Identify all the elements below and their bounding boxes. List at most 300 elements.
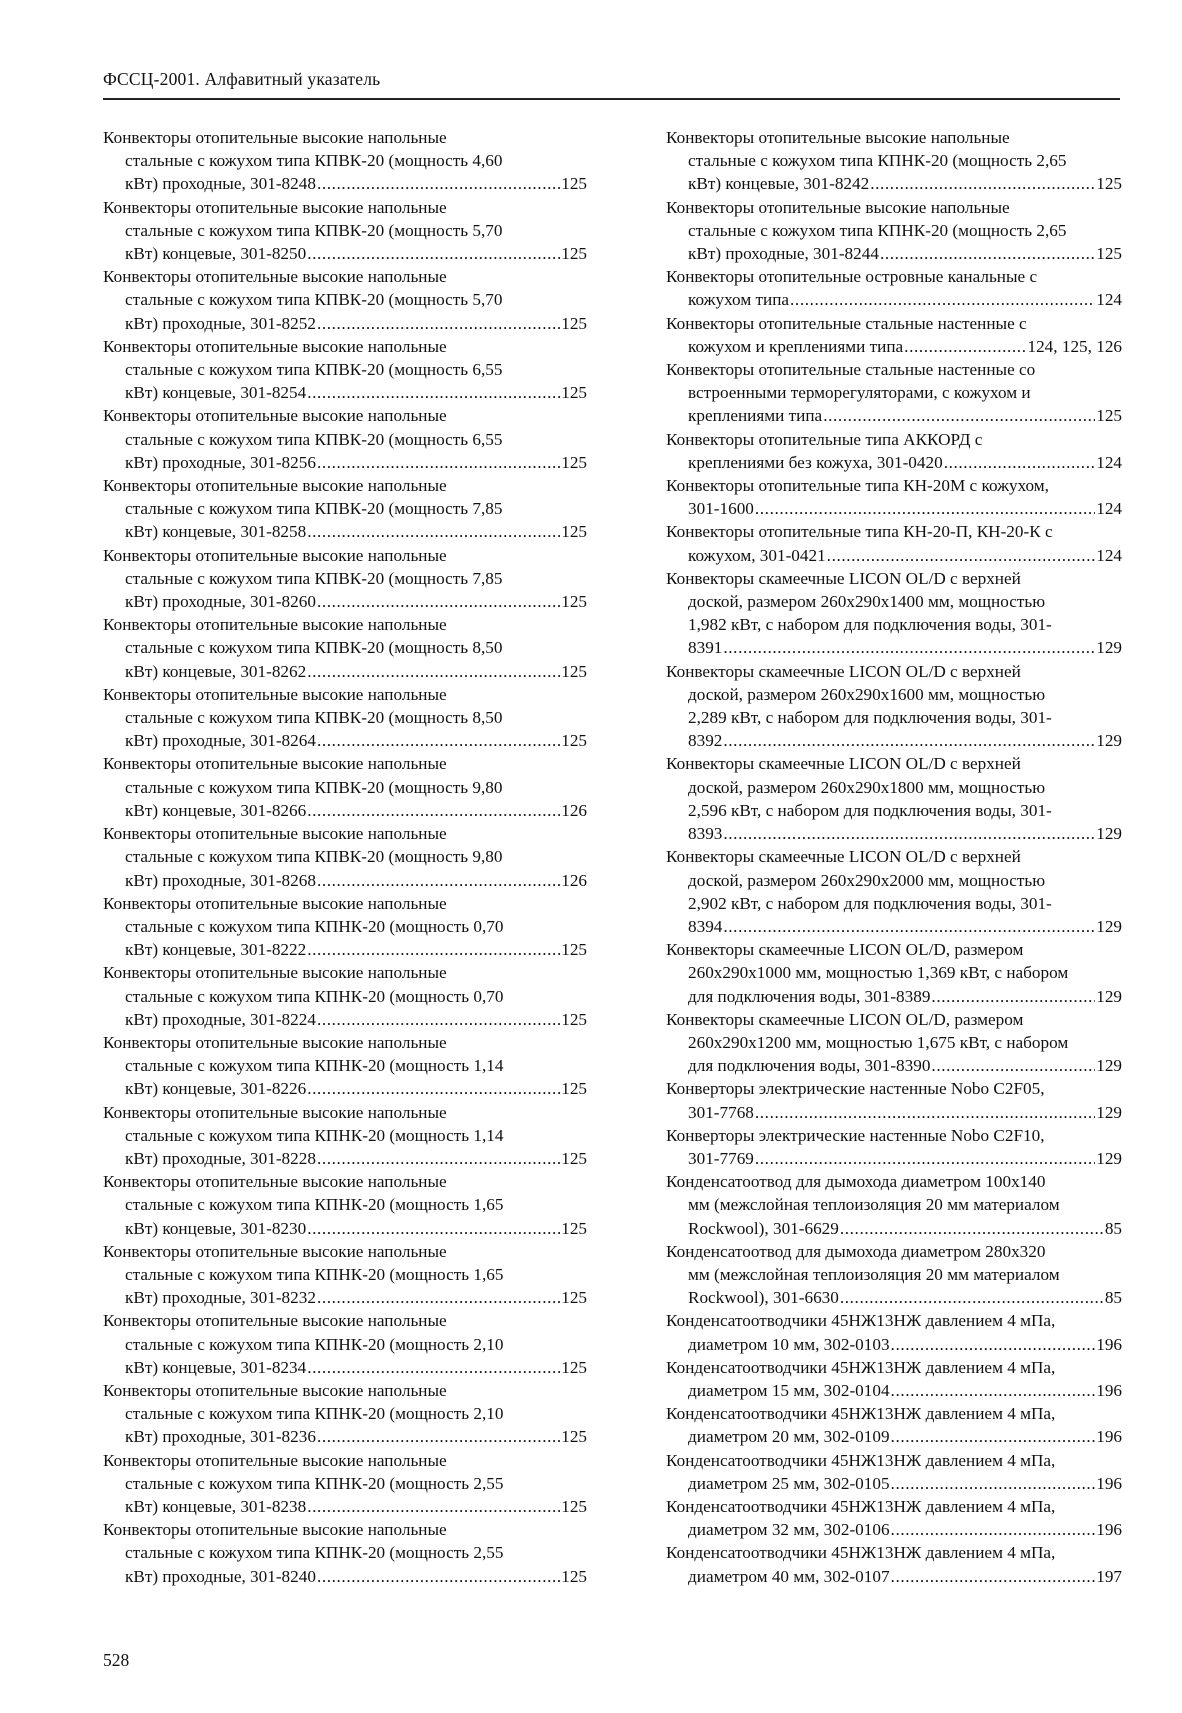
index-entry-last-line: [103, 312, 587, 335]
dot-leader: [931, 1054, 1095, 1077]
index-entry-line: Конвекторы отопительные высокие напольные: [666, 197, 1010, 217]
index-entry-line: стальные с кожухом типа КПНК-20 (мощность 2,65: [688, 151, 1067, 171]
index-entry: [666, 1449, 1122, 1495]
index-entry-line: кВт) проходные, 301-8244: [688, 244, 879, 264]
index-entry-line: стальные с кожухом типа КПНК-20 (мощность 1,65: [125, 1264, 504, 1284]
index-entry-last-line: [103, 1077, 587, 1100]
index-entry-pages: 124: [1096, 545, 1122, 565]
index-entry: [666, 312, 1122, 358]
index-entry-last-line: [666, 497, 1122, 520]
dot-leader: [307, 660, 560, 683]
index-entry-pages: 129: [1096, 1148, 1122, 1168]
dot-leader: [755, 497, 1095, 520]
index-entry-line: кВт) концевые, 301-8266: [125, 800, 307, 820]
index-entry: [666, 1495, 1122, 1541]
index-entry-line: Конвекторы отопительные стальные настенные с: [666, 313, 1027, 333]
index-entry-line: доской, размером 260x290x1400 мм, мощностью: [688, 592, 1046, 612]
dot-leader: [891, 1425, 1096, 1448]
dot-leader: [317, 729, 560, 752]
index-entry-line: 2,596 кВт, с набором для подключения воды, 301-: [688, 800, 1052, 820]
index-entry-pages: 129: [1096, 1056, 1122, 1076]
index-entry-pages: 196: [1096, 1520, 1122, 1540]
index-entry: [103, 1031, 587, 1101]
index-entry: [103, 613, 587, 683]
index-entry-line: мм (межслойная теплоизоляция 20 мм материалом: [688, 1195, 1060, 1215]
dot-leader: [755, 1101, 1095, 1124]
index-entry-line: Конденсатоотводчики 45НЖ13НЖ давлением 4 мПа,: [666, 1543, 1056, 1563]
index-entry-pages: 125: [561, 1357, 587, 1377]
index-entry-line: 260x290x1000 мм, мощностью 1,369 кВт, с набором: [688, 963, 1069, 983]
dot-leader: [317, 1565, 560, 1588]
dot-leader: [823, 404, 1095, 427]
index-entry-line: Конвекторы скамеечные LICON OL/D, размером: [666, 940, 1024, 960]
index-entry: [103, 474, 587, 544]
dot-leader: [790, 288, 1095, 311]
index-entry: [666, 474, 1122, 520]
index-entry-line: Конвекторы отопительные высокие напольные: [103, 963, 447, 983]
running-header: [103, 68, 1120, 100]
index-entry: [666, 1309, 1122, 1355]
index-entry-line: кВт) концевые, 301-8230: [125, 1218, 307, 1238]
index-entry: [103, 1449, 587, 1519]
index-entry-line: Конвекторы отопительные высокие напольные: [103, 406, 447, 426]
index-entry: [103, 544, 587, 614]
index-entry-line: кВт) концевые, 301-8242: [688, 174, 870, 194]
index-entry-last-line: [666, 1565, 1122, 1588]
index-entry-line: 8394: [688, 916, 723, 936]
index-entry-pages: 85: [1104, 1288, 1122, 1308]
index-entry-line: кожухом, 301-0421: [688, 545, 826, 565]
index-entry-line: Конденсатоотводчики 45НЖ13НЖ давлением 4 мПа,: [666, 1404, 1056, 1424]
index-entry-last-line: [103, 1147, 587, 1170]
index-entry-line: Конвекторы отопительные стальные настенные со: [666, 360, 1036, 380]
dot-leader: [723, 729, 1095, 752]
index-entry-line: кВт) проходные, 301-8224: [125, 1009, 316, 1029]
index-entry-last-line: [666, 242, 1122, 265]
index-entry-line: Конвекторы отопительные высокие напольные: [103, 824, 447, 844]
index-entry-line: Конверторы электрические настенные Nobo C2F05,: [666, 1079, 1045, 1099]
index-entry-last-line: [666, 404, 1122, 427]
index-entry-line: стальные с кожухом типа КПНК-20 (мощность 2,65: [688, 220, 1067, 240]
index-entry-line: кВт) проходные, 301-8228: [125, 1148, 316, 1168]
index-entry-line: кВт) проходные, 301-8236: [125, 1427, 316, 1447]
index-entry: [103, 1379, 587, 1449]
index-entry-last-line: [666, 1379, 1122, 1402]
index-entry-line: Конвекторы отопительные островные канальные с: [666, 267, 1038, 287]
index-entry-line: 2,289 кВт, с набором для подключения воды, 301-: [688, 708, 1052, 728]
index-column-left: [103, 126, 587, 1588]
index-entry-last-line: [666, 1286, 1122, 1309]
dot-leader: [317, 451, 560, 474]
dot-leader: [904, 335, 1026, 358]
index-entry-line: стальные с кожухом типа КПВК-20 (мощность 5,70: [125, 220, 503, 240]
index-entry-pages: 129: [1096, 986, 1122, 1006]
index-entry-line: Конвекторы скамеечные LICON OL/D с верхней: [666, 754, 1021, 774]
index-entry-line: Конвекторы скамеечные LICON OL/D, размером: [666, 1009, 1024, 1029]
index-entry: [666, 938, 1122, 1008]
dot-leader: [723, 822, 1095, 845]
index-entry: [666, 1008, 1122, 1078]
dot-leader: [307, 242, 560, 265]
index-entry-line: кВт) концевые, 301-8258: [125, 522, 307, 542]
index-entry-line: стальные с кожухом типа КПВК-20 (мощность 7,85: [125, 568, 503, 588]
running-header-title: ФССЦ-2001. Алфавитный указатель: [103, 69, 381, 89]
index-entry-line: Конвекторы отопительные высокие напольные: [103, 545, 447, 565]
index-entry-last-line: [103, 590, 587, 613]
index-entry-line: Конденсатоотводчики 45НЖ13НЖ давлением 4 мПа,: [666, 1496, 1056, 1516]
index-entry-line: Rockwool), 301-6630: [688, 1288, 839, 1308]
index-entry-last-line: [103, 1217, 587, 1240]
dot-leader: [307, 381, 560, 404]
index-entry-last-line: [666, 1518, 1122, 1541]
index-entry-last-line: [103, 1008, 587, 1031]
index-entry-last-line: [666, 1472, 1122, 1495]
index-entry-line: стальные с кожухом типа КПВК-20 (мощность 9,80: [125, 847, 503, 867]
dot-leader: [827, 544, 1096, 567]
index-entry-line: стальные с кожухом типа КПВК-20 (мощность 4,60: [125, 151, 503, 171]
page-number: 528: [103, 1650, 130, 1670]
dot-leader: [870, 172, 1095, 195]
index-entry: [666, 660, 1122, 753]
index-entry-line: диаметром 32 мм, 302-0106: [688, 1520, 890, 1540]
index-entry-line: стальные с кожухом типа КПВК-20 (мощность 8,50: [125, 708, 503, 728]
index-entry-line: кВт) концевые, 301-8234: [125, 1357, 307, 1377]
index-entry-line: кВт) концевые, 301-8226: [125, 1079, 307, 1099]
dot-leader: [317, 1425, 560, 1448]
index-entry-line: кВт) проходные, 301-8264: [125, 731, 316, 751]
index-entry-pages: 125: [561, 1427, 587, 1447]
index-entry-last-line: [666, 1217, 1122, 1240]
index-entry: [666, 1170, 1122, 1240]
index-entry-line: Конвекторы отопительные высокие напольные: [103, 128, 447, 147]
index-entry-line: диаметром 25 мм, 302-0105: [688, 1473, 890, 1493]
index-entry-line: стальные с кожухом типа КПНК-20 (мощность 2,55: [125, 1543, 504, 1563]
index-entry-line: Конвекторы отопительные высокие напольные: [103, 1241, 447, 1261]
index-entry-line: встроенными терморегуляторами, с кожухом и: [688, 383, 1031, 403]
index-entry-pages: 125: [561, 522, 587, 542]
index-entry-line: диаметром 10 мм, 302-0103: [688, 1334, 890, 1354]
index-entry-line: Конвекторы отопительные типа АККОРД с: [666, 429, 983, 449]
index-entry-last-line: [666, 1147, 1122, 1170]
index-entry-line: Конвекторы отопительные типа КН-20М с кожухом,: [666, 476, 1049, 496]
index-entry-last-line: [666, 822, 1122, 845]
index-entry-last-line: [666, 335, 1122, 358]
index-entry: [666, 126, 1122, 196]
dot-leader: [307, 1356, 560, 1379]
index-entry: [666, 428, 1122, 474]
index-entry: [666, 567, 1122, 660]
index-entry-line: Конвекторы скамеечные LICON OL/D с верхней: [666, 568, 1021, 588]
index-entry: [666, 1356, 1122, 1402]
index-entry-line: Конвекторы отопительные типа КН-20-П, КН-20-К с: [666, 522, 1053, 542]
index-entry-line: 8393: [688, 824, 723, 844]
index-entry-line: Конденсатоотводчики 45НЖ13НЖ давлением 4 мПа,: [666, 1450, 1056, 1470]
index-entry-line: мм (межслойная теплоизоляция 20 мм материалом: [688, 1264, 1060, 1284]
index-entry-last-line: [103, 242, 587, 265]
index-entry: [103, 1101, 587, 1171]
index-entry-last-line: [666, 1425, 1122, 1448]
index-entry-line: кВт) проходные, 301-8240: [125, 1566, 316, 1586]
index-entry: [103, 335, 587, 405]
index-entry-last-line: [666, 1054, 1122, 1077]
index-entry-last-line: [103, 172, 587, 195]
index-entry-pages: 196: [1096, 1473, 1122, 1493]
index-entry-pages: 125: [561, 1079, 587, 1099]
index-entry-line: стальные с кожухом типа КПНК-20 (мощность 1,65: [125, 1195, 504, 1215]
index-entry-pages: 129: [1096, 638, 1122, 658]
index-entry: [666, 520, 1122, 566]
index-entry: [103, 1518, 587, 1588]
index-entry-last-line: [666, 1333, 1122, 1356]
index-entry-pages: 125: [561, 1566, 587, 1586]
index-entry-last-line: [103, 1425, 587, 1448]
index-entry-line: кВт) проходные, 301-8260: [125, 592, 316, 612]
index-entry-pages: 124: [1096, 452, 1122, 472]
index-entry-line: Конвекторы отопительные высокие напольные: [103, 1172, 447, 1192]
index-entry-line: 8392: [688, 731, 723, 751]
index-entry-last-line: [666, 985, 1122, 1008]
index-entry-line: стальные с кожухом типа КПНК-20 (мощность 0,70: [125, 986, 504, 1006]
index-entry-line: Конденсатоотвод для дымохода диаметром 280x320: [666, 1241, 1046, 1261]
index-entry-line: Конвекторы отопительные высокие напольные: [103, 267, 447, 287]
index-entry-line: стальные с кожухом типа КПНК-20 (мощность 0,70: [125, 916, 504, 936]
index-entry-last-line: [666, 729, 1122, 752]
dot-leader: [723, 636, 1095, 659]
dot-leader: [307, 938, 560, 961]
index-entry-line: 2,902 кВт, с набором для подключения воды, 301-: [688, 893, 1052, 913]
index-entry-pages: 126: [561, 800, 587, 820]
index-entry-pages: 125: [561, 940, 587, 960]
index-entry-pages: 125: [561, 592, 587, 612]
index-entry-pages: 129: [1096, 731, 1122, 751]
index-entry-line: стальные с кожухом типа КПВК-20 (мощность 5,70: [125, 290, 503, 310]
dot-leader: [317, 590, 560, 613]
index-entry-pages: 125: [561, 452, 587, 472]
index-entry-line: Конденсатоотвод для дымохода диаметром 100x140: [666, 1172, 1046, 1192]
index-entry: [103, 822, 587, 892]
dot-leader: [840, 1217, 1104, 1240]
dot-leader: [307, 520, 560, 543]
index-entry-last-line: [103, 660, 587, 683]
dot-leader: [931, 985, 1095, 1008]
index-entry-line: креплениями без кожуха, 301-0420: [688, 452, 943, 472]
index-entry-pages: 126: [561, 870, 587, 890]
index-entry-last-line: [103, 1495, 587, 1518]
index-entry-last-line: [103, 869, 587, 892]
index-entry-pages: 129: [1096, 1102, 1122, 1122]
dot-leader: [891, 1472, 1096, 1495]
dot-leader: [891, 1518, 1096, 1541]
dot-leader: [317, 312, 560, 335]
index-entry: [666, 1240, 1122, 1310]
index-entry: [103, 961, 587, 1031]
index-entry-line: Конвекторы отопительные высокие напольные: [103, 197, 447, 217]
index-entry-line: кВт) проходные, 301-8252: [125, 313, 316, 333]
index-entry: [103, 265, 587, 335]
dot-leader: [307, 799, 560, 822]
index-entry-line: стальные с кожухом типа КПНК-20 (мощность 2,10: [125, 1404, 504, 1424]
index-entry-line: Конвекторы отопительные высокие напольные: [103, 1380, 447, 1400]
index-entry-line: кВт) концевые, 301-8250: [125, 244, 307, 264]
index-entry-line: кВт) концевые, 301-8238: [125, 1496, 307, 1516]
index-entry-line: стальные с кожухом типа КПНК-20 (мощность 1,14: [125, 1125, 504, 1145]
index-entry-pages: 124: [1096, 290, 1122, 310]
dot-leader: [891, 1333, 1096, 1356]
index-entry-line: стальные с кожухом типа КПНК-20 (мощность 2,10: [125, 1334, 504, 1354]
index-entry-line: Rockwool), 301-6629: [688, 1218, 839, 1238]
dot-leader: [723, 915, 1095, 938]
index-entry-pages: 129: [1096, 824, 1122, 844]
index-entry-line: Конвекторы скамеечные LICON OL/D с верхней: [666, 847, 1021, 867]
index-entry: [666, 196, 1122, 266]
dot-leader: [891, 1565, 1096, 1588]
index-entry-last-line: [666, 288, 1122, 311]
index-entry: [666, 845, 1122, 938]
index-entry-line: диаметром 15 мм, 302-0104: [688, 1380, 890, 1400]
index-entry: [666, 265, 1122, 311]
index-entry-pages: 125: [561, 383, 587, 403]
index-entry-pages: 85: [1104, 1218, 1122, 1238]
index-entry-line: для подключения воды, 301-8390: [688, 1056, 931, 1076]
index-entry: [103, 1240, 587, 1310]
index-entry-pages: 197: [1096, 1566, 1122, 1586]
index-entry-line: доской, размером 260x290x1800 мм, мощностью: [688, 777, 1046, 797]
index-entry-line: кВт) концевые, 301-8254: [125, 383, 307, 403]
index-entry-last-line: [103, 451, 587, 474]
index-entry-last-line: [103, 520, 587, 543]
dot-leader: [317, 172, 560, 195]
index-entry-pages: 125: [561, 313, 587, 333]
index-entry-line: Конверторы электрические настенные Nobo C2F10,: [666, 1125, 1045, 1145]
dot-leader: [755, 1147, 1095, 1170]
index-entry-last-line: [666, 1101, 1122, 1124]
index-entry-line: Конвекторы отопительные высокие напольные: [103, 615, 447, 635]
index-entry-pages: 125: [561, 1218, 587, 1238]
index-entry: [103, 1309, 587, 1379]
index-entry-last-line: [666, 636, 1122, 659]
index-entry-line: кВт) проходные, 301-8248: [125, 174, 316, 194]
index-entry-line: Конденсатоотводчики 45НЖ13НЖ давлением 4 мПа,: [666, 1357, 1056, 1377]
index-entry-line: Конвекторы отопительные высокие напольные: [103, 1520, 447, 1540]
index-entry: [103, 404, 587, 474]
index-entry-pages: 125: [1096, 244, 1122, 264]
index-entry-line: Конвекторы отопительные высокие напольные: [103, 1311, 447, 1331]
index-entry-pages: 125: [561, 1288, 587, 1308]
index-entry-last-line: [103, 799, 587, 822]
index-entry-line: 301-7768: [688, 1102, 754, 1122]
dot-leader: [891, 1379, 1096, 1402]
index-entry-line: для подключения воды, 301-8389: [688, 986, 931, 1006]
index-entry-line: диаметром 40 мм, 302-0107: [688, 1566, 890, 1586]
index-entry: [666, 1402, 1122, 1448]
index-entry-pages: 125: [1096, 406, 1122, 426]
index-entry: [666, 358, 1122, 428]
dot-leader: [307, 1217, 560, 1240]
index-entry-line: стальные с кожухом типа КПВК-20 (мощность 9,80: [125, 777, 503, 797]
index-entry-line: стальные с кожухом типа КПНК-20 (мощность 2,55: [125, 1473, 504, 1493]
index-entry-last-line: [103, 1565, 587, 1588]
index-entry-pages: 125: [561, 1009, 587, 1029]
index-entry-pages: 124: [1096, 499, 1122, 519]
index-entry-line: креплениями типа: [688, 406, 823, 426]
index-entry: [103, 126, 587, 196]
dot-leader: [317, 869, 560, 892]
index-entry: [666, 1541, 1122, 1587]
index-entry-line: 301-7769: [688, 1148, 754, 1168]
index-entry-line: Конвекторы отопительные высокие напольные: [103, 336, 447, 356]
index-entry-pages: 196: [1096, 1427, 1122, 1447]
index-entry-line: Конвекторы отопительные высокие напольные: [103, 754, 447, 774]
index-entry-pages: 125: [1096, 174, 1122, 194]
index-entry-pages: 125: [561, 661, 587, 681]
index-entry-pages: 125: [561, 1496, 587, 1516]
index-entry-pages: 196: [1096, 1334, 1122, 1354]
index-entry-line: Конвекторы отопительные высокие напольные: [103, 1032, 447, 1052]
index-entry: [103, 683, 587, 753]
index-entry-pages: 125: [561, 731, 587, 751]
index-entry-line: кВт) концевые, 301-8262: [125, 661, 307, 681]
index-entry-last-line: [103, 1286, 587, 1309]
index-entry-line: Конденсатоотводчики 45НЖ13НЖ давлением 4 мПа,: [666, 1311, 1056, 1331]
index-entry-line: Конвекторы отопительные высокие напольные: [103, 684, 447, 704]
index-entry-line: кВт) концевые, 301-8222: [125, 940, 307, 960]
index-column-right: [666, 126, 1122, 1588]
index-entry-line: Конвекторы отопительные высокие напольные: [666, 128, 1010, 147]
index-entry-last-line: [103, 1356, 587, 1379]
index-entry-line: диаметром 20 мм, 302-0109: [688, 1427, 890, 1447]
dot-leader: [317, 1147, 560, 1170]
index-entry-line: кВт) проходные, 301-8232: [125, 1288, 316, 1308]
index-entry-line: 301-1600: [688, 499, 754, 519]
index-entry-line: стальные с кожухом типа КПВК-20 (мощность 6,55: [125, 429, 503, 449]
dot-leader: [317, 1008, 560, 1031]
index-entry-pages: 125: [561, 1148, 587, 1168]
index-entry: [103, 196, 587, 266]
index-entry-line: Конвекторы отопительные высокие напольные: [103, 1450, 447, 1470]
index-entry-line: кожухом типа: [688, 290, 790, 310]
index-entry: [666, 1124, 1122, 1170]
index-entry: [103, 1170, 587, 1240]
dot-leader: [307, 1077, 560, 1100]
index-entry-line: кожухом и креплениями типа: [688, 336, 904, 356]
index-entry: [666, 1077, 1122, 1123]
index-entry-line: 1,982 кВт, с набором для подключения воды, 301-: [688, 615, 1052, 635]
index-entry-line: доской, размером 260x290x2000 мм, мощностью: [688, 870, 1046, 890]
index-entry-line: 8391: [688, 638, 723, 658]
index-entry: [103, 892, 587, 962]
index-entry-last-line: [666, 172, 1122, 195]
index-entry-pages: 124, 125, 126: [1027, 336, 1122, 356]
index-entry-line: стальные с кожухом типа КПВК-20 (мощность 8,50: [125, 638, 503, 658]
index-entry-last-line: [666, 451, 1122, 474]
index-entry-line: Конвекторы отопительные высокие напольные: [103, 893, 447, 913]
dot-leader: [880, 242, 1095, 265]
index-entry-line: Конвекторы скамеечные LICON OL/D с верхней: [666, 661, 1021, 681]
index-entry-last-line: [666, 915, 1122, 938]
dot-leader: [307, 1495, 560, 1518]
index-entry: [103, 752, 587, 822]
index-entry-line: 260x290x1200 мм, мощностью 1,675 кВт, с набором: [688, 1032, 1069, 1052]
index-entry-last-line: [666, 544, 1122, 567]
index-entry-line: Конвекторы отопительные высокие напольные: [103, 1102, 447, 1122]
index-entry-line: стальные с кожухом типа КПВК-20 (мощность 7,85: [125, 499, 503, 519]
index-entry-last-line: [103, 729, 587, 752]
index-entry: [666, 752, 1122, 845]
index-entry-line: стальные с кожухом типа КПВК-20 (мощность 6,55: [125, 360, 503, 380]
index-entry-last-line: [103, 381, 587, 404]
index-entry-line: Конвекторы отопительные высокие напольные: [103, 476, 447, 496]
index-entry-line: кВт) проходные, 301-8256: [125, 452, 316, 472]
